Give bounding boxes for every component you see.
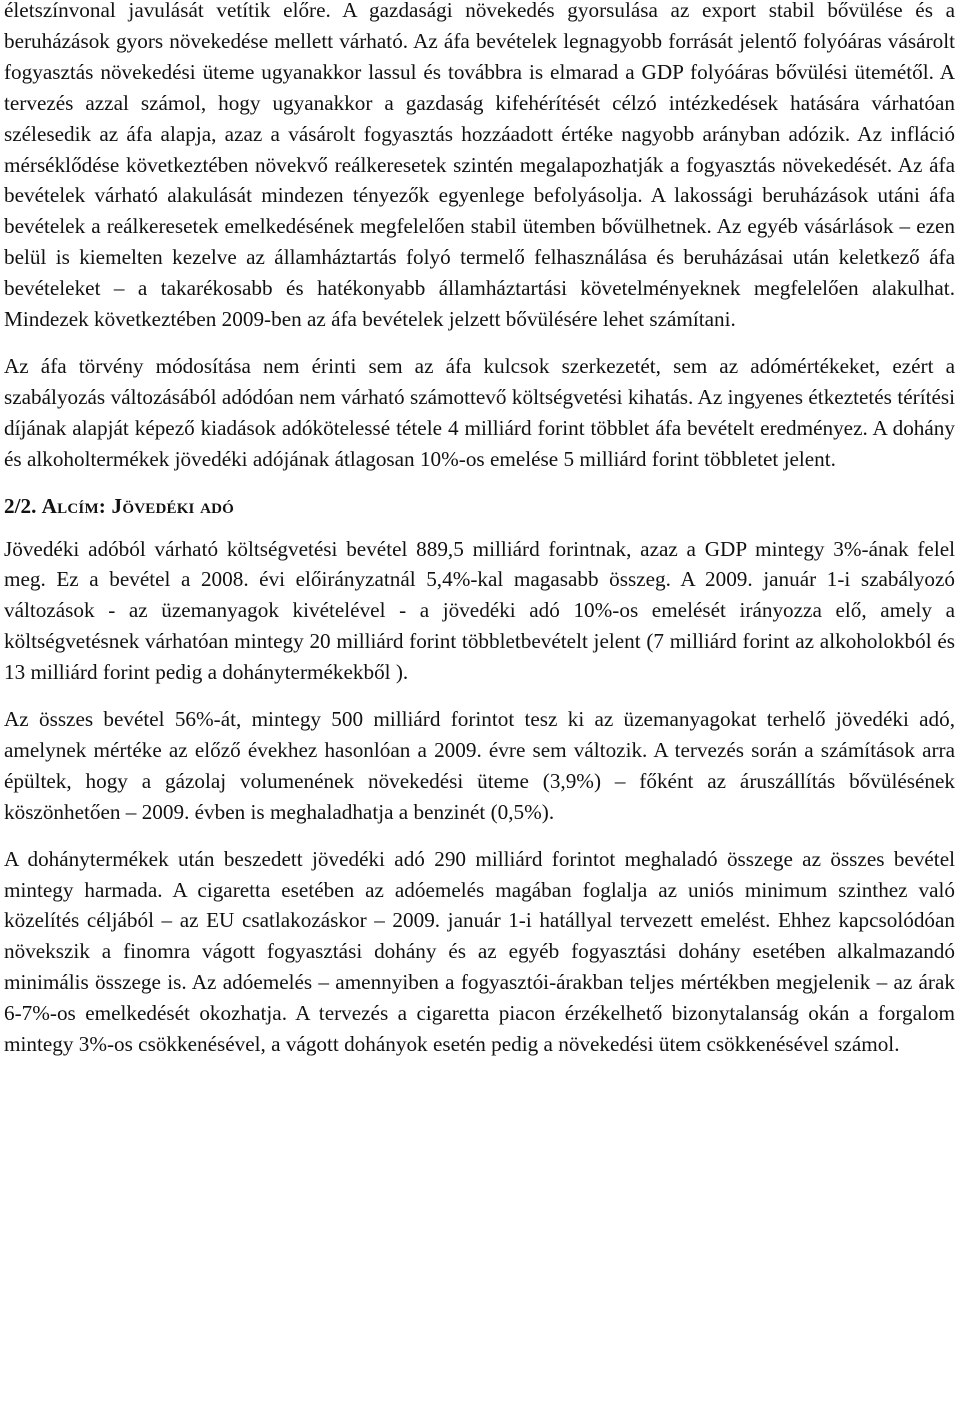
paragraph-vat-revenue-outlook: életszínvonal javulását vetítik előre. A gazdasági növekedés gyorsulása az export stabil bővülése és a beruházások gyors növekedése mellett várható. Az áfa bevételek legnagyobb forrását jelentő folyóáras vásárolt fogyasztás növekedési üteme ugyanakkor lassul és továbbra is elmarad a GDP folyóáras bővülési ütemétől. A tervezés azzal számol, hogy ugyanakkor a gazdaság kifehérítését célzó intézkedések hatására várhatóan szélesedik az áfa alapja, azaz a vásárolt fogyasztás hozzáadott értéke nagyobb arányban adózik. Az infláció mérséklődése következtében növekvő reálkeresetek szintén megalapozhatják a fogyasztás növekedését. Az áfa bevételek várható alakulását mindezen tényezők egyenlege befolyásolja. A lakossági beruházások utáni áfa bevételek a reálkeresetek emelkedésének megfelelően stabil ütemben bővülhetnek. Az egyéb vásárlások – ezen belül is kiemelten kezelve az államháztartás folyó termelő felhasználása és beruházásai után keletkező áfa bevételeket – a takarékosabb és hatékonyabb államháztartási követelményeknek megfelelően alakulhat. Mindezek következtében 2009-ben az áfa bevételek jelzett bővülésére lehet számítani.	[4, 0, 955, 332]
paragraph-tobacco-excise: A dohánytermékek után beszedett jövedéki adó 290 milliárd forintot meghaladó összege az összes bevétel mintegy harmada. A cigaretta esetében az adóemelés magában foglalja az uniós minimum szinthez való közelítés céljából – az EU csatlakozáskor – 2009. január 1-i hatállyal tervezett emelést. Ehhez kapcsolódóan növekszik a finomra vágott fogyasztási dohány és az egyéb fogyasztási dohány esetében alkalmazandó minimális összege is. Az adóemelés – amennyiben a fogyasztói-árakban teljes mértékben megjelenik – az árak 6-7%-os emelkedését okozhatja. A tervezés a cigaretta piacon érzékelhető bizonytalanság okán a forgalom mintegy 3%-os csökkenésével, a vágott dohányok esetén pedig a növekedési ütem csökkenésével számol.	[4, 846, 955, 1057]
section-heading	[4, 491, 955, 522]
document-page	[4, 0, 955, 1076]
section-number: 2/2.	[4, 493, 37, 518]
paragraph-vat-law-amendment: Az áfa törvény módosítása nem érinti sem az áfa kulcsok szerkezetét, sem az adómértékeket, ezért a szabályozás változásából adódóan nem várható számottevő költségvetési kihatás. Az ingyenes étkeztetés térítési díjának alapját képező kiadások adókötelessé tétele 4 milliárd forint többlet áfa bevételt eredményez. A dohány és alkoholtermékek jövedéki adójának átlagosan 10%-os emelése 5 milliárd forint többletet jelent.	[4, 353, 955, 471]
paragraph-excise-revenue: Jövedéki adóból várható költségvetési bevétel 889,5 milliárd forintnak, azaz a GDP mintegy 3%-ának felel meg. Ez a bevétel a 2008. évi előirányzatnál 5,4%-kal magasabb összeg. A 2009. január 1-i szabályozó változások - az üzemanyagok kivételével - a jövedéki adó 10%-os emelését irányozza elő, amely a költségvetésnek várhatóan mintegy 20 milliárd forint többletbevételt jelent (7 milliárd forint az alkoholokból és 13 milliárd forint pedig a dohánytermékekből ).	[4, 536, 955, 685]
paragraph-fuel-excise: Az összes bevétel 56%-át, mintegy 500 milliárd forintot tesz ki az üzemanyagokat terhelő jövedéki adó, amelynek mértéke az előző évekhez hasonlóan a 2009. évre sem változik. A tervezés során a számítások arra épültek, hogy a gázolaj volumenének növekedési üteme (3,9%) – főként az áruszállítás bővülésének köszönhetően – 2009. évben is meghaladhatja a benzinét (0,5%).	[4, 707, 955, 824]
section-title: Alcím: Jövedéki adó	[41, 493, 235, 518]
